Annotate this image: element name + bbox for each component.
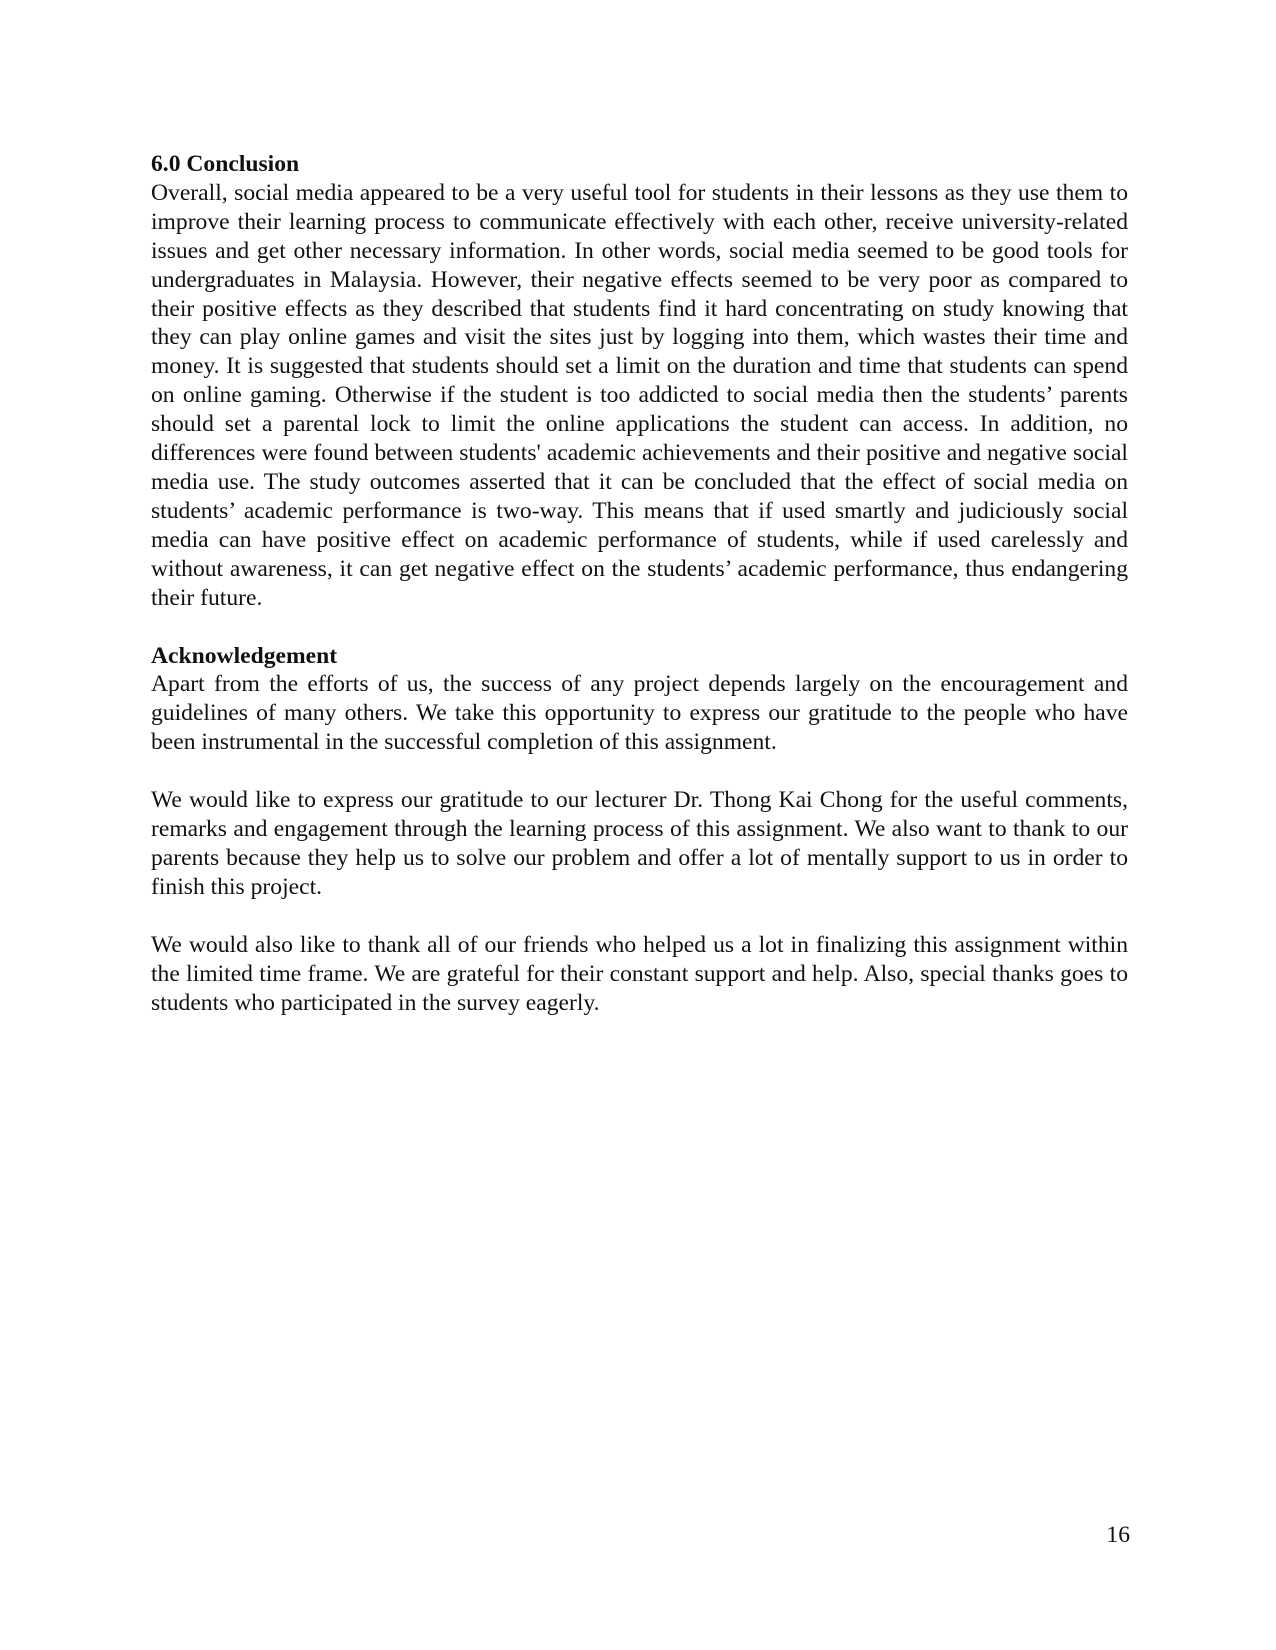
conclusion-heading: 6.0 Conclusion [151, 151, 300, 177]
conclusion-paragraph: Overall, social media appeared to be a very useful tool for students in their lessons as they use them to improve their learning process to communicate effectively with each other, receive university-related issues and get other necessary information. In other words, social media seemed to be good tools for undergraduates in Malaysia. However, their negative effects seemed to be very poor as compared to their positive effects as they described that students find it hard concentrating on study knowing that they can play online games and visit the sites just by logging into them, which wastes their time and money. It is suggested that students should set a limit on the duration and time that students can spend on online gaming. Otherwise if the student is too addicted to social media then the students’ parents should set a parental lock to limit the online applications the student can access. In addition, no differences were found between students' academic achievements and their positive and negative social media use. The study outcomes asserted that it can be concluded that the effect of social media on students’ academic performance is two-way. This means that if used smartly and judiciously social media can have positive effect on academic performance of students, while if used carelessly and without awareness, it can get negative effect on the students’ academic performance, thus endangering their future. [151, 179, 1128, 611]
acknowledgement-paragraph-1: Apart from the efforts of us, the success of any project depends largely on the encouragement and guidelines of many others. We take this opportunity to express our gratitude to the people who have been instrumental in the successful completion of this assignment. [151, 671, 1128, 756]
document-page-content [151, 150, 1128, 1017]
paragraph-spacer [151, 757, 1128, 786]
acknowledgement-heading: Acknowledgement [151, 642, 338, 669]
section-spacer [151, 613, 1128, 642]
paragraph-spacer [151, 902, 1128, 931]
page-number: 16 [1106, 1522, 1130, 1548]
acknowledgement-paragraph-2: We would like to express our gratitude to our lecturer Dr. Thong Kai Chong for the useful comments, remarks and engagement through the learning process of this assignment. We also want to thank to our parents because they help us to solve our problem and offer a lot of mentally support to us in order to finish this project. [151, 787, 1128, 900]
acknowledgement-paragraph-3: We would also like to thank all of our friends who helped us a lot in finalizing this assignment within the limited time frame. We are grateful for their constant support and help. Also, special thanks goes to students who participated in the survey eagerly. [151, 931, 1128, 1016]
